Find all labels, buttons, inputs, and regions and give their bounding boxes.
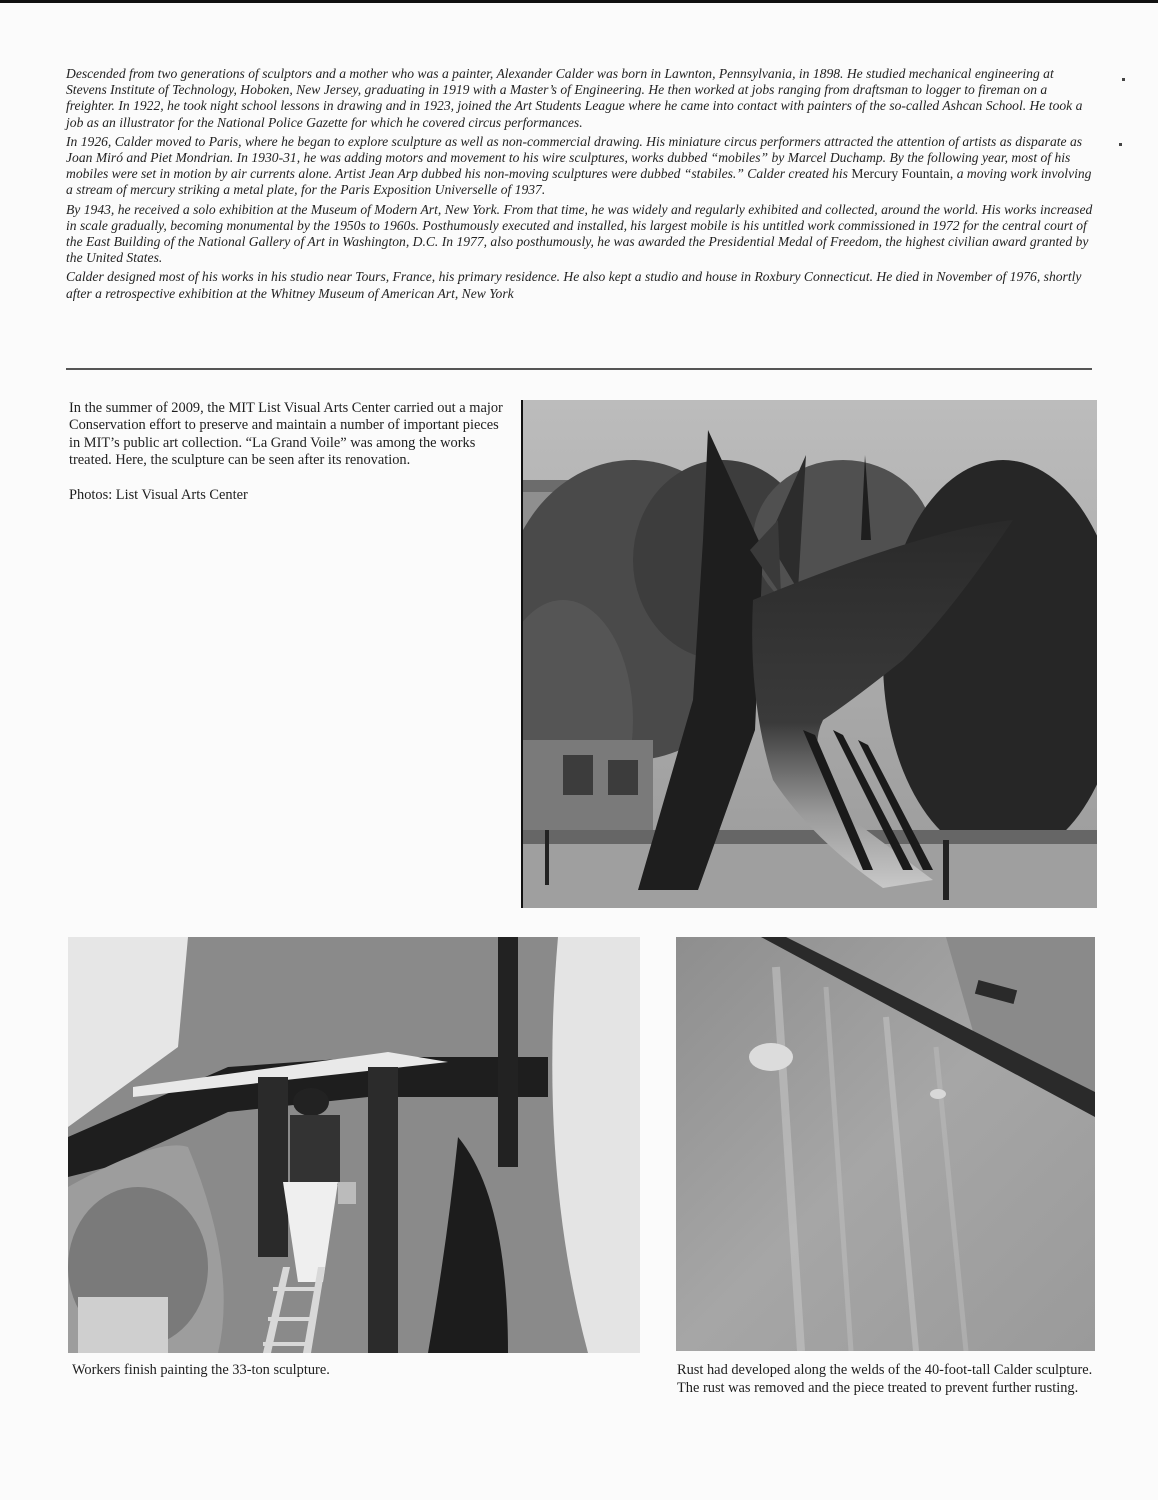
photo-sculpture-renovated (521, 400, 1097, 908)
rust-photo-graphic (676, 937, 1095, 1351)
bio-paragraph-career: By 1943, he received a solo exhibition at the Museum of Modern Art, New York. From that time, he was widely and regularly exhibited and collected, around the world. His works increased in scale gradually, becoming monumental by the 1950s to 1960s. Posthumously executed and installed, his largest mobile is his untitled work commissioned in 1972 for the central court of the East Building of the National Gallery of Art in Washington, D.C. In 1977, also posthumously, he was awarded the Presidential Medal of Freedom, the highest civilian award granted by the United States. (66, 201, 1093, 266)
bio-paragraph-paris-before: In 1926, Calder moved to Paris, where he began to explore sculpture as well as non-commercial drawing. His miniature circus performers attracted the attention of artists as disparate as Joan Miró and Piet Mondrian. In 1930-31, he was adding motors and movement to his wire sculptures, works dubbed “mobiles” by Marcel Duchamp. By the following year, most of his mobiles were set in motion by air currents alone. Artist Jean Arp dubbed his non-moving sculptures were dubbed “stabiles.” Calder created his (66, 133, 1083, 182)
biography-section (66, 66, 1096, 305)
section-divider (66, 368, 1092, 370)
scan-artifact-dot (1119, 143, 1122, 146)
photo-workers-painting (68, 937, 640, 1353)
bio-paragraph-early-life: Descended from two generations of sculptors and a mother who was a painter, Alexander Calder was born in Lawnton, Pennsylvania, in 1898. He studied mechanical engineering at Stevens Institute of Technology, Hoboken, New Jersey, graduating in 1919 with a Master’s of Engineering. He then worked at jobs ranging from draftsman to logger to fireman on a freighter. In 1922, he took night school lessons in drawing and in 1923, joined the Art Students League where he came into contact with painters of the so-called Ashcan School. He took a job as an illustrator for the National Police Gazette for which he covered circus performances. (66, 66, 1083, 130)
bio-paragraph-paris (66, 134, 1096, 199)
conservation-intro (69, 400, 504, 521)
bio-paragraph-paris-after: a moving work involving a stream of mercury striking a metal plate, for the Paris Exposition Universelle of 1937. (66, 166, 1092, 198)
work-title-mercury-fountain: Mercury Fountain, (851, 166, 954, 182)
caption-workers: Workers finish painting the 33-ton sculpture. (72, 1362, 330, 1378)
scan-top-edge (0, 0, 1158, 3)
photo-rust-welds (676, 937, 1095, 1351)
sculpture-photo-graphic (523, 400, 1097, 908)
caption-rust: Rust had developed along the welds of the 40-foot-tall Calder sculpture. The rust was removed and the piece treated to prevent further rusting. (677, 1362, 1093, 1396)
intro-text: In the summer of 2009, the MIT List Visual Arts Center carried out a major Conservation effort to preserve and maintain a number of important pieces in MIT’s public art collection. “La Grand Voile” was among the works treated. Here, the sculpture can be seen after its renovation. (69, 400, 503, 469)
workers-photo-graphic (68, 937, 640, 1353)
scan-artifact-dot (1122, 78, 1125, 81)
photo-credit: Photos: List Visual Arts Center (69, 486, 248, 503)
bio-paragraph-studio-death: Calder designed most of his works in his studio near Tours, France, his primary residence. He also kept a studio and house in Roxbury Connecticut. He died in November of 1976, shortly after a retrospective exhibition at the Whitney Museum of American Art, New York (66, 269, 1082, 301)
